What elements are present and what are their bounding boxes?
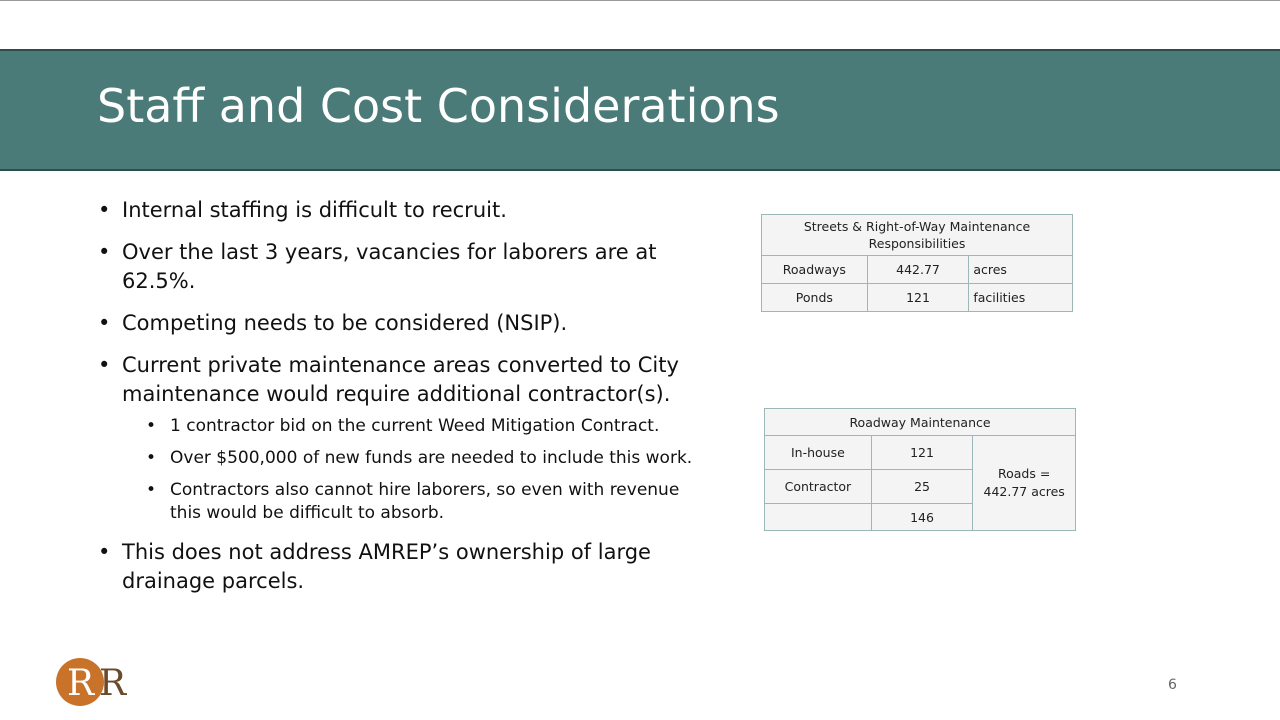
row-label: Roadways: [762, 256, 868, 284]
bullet-item: • This does not address AMREP’s ownership of large drainage parcels.: [98, 538, 708, 596]
table-row: [762, 256, 1073, 284]
row-label: In-house: [765, 436, 872, 470]
roads-total-note: Roads = 442.77 acres: [973, 436, 1076, 531]
row-label: Ponds: [762, 284, 868, 312]
svg-text:R: R: [99, 663, 127, 704]
sub-bullet-item: • Contractors also cannot hire laborers, so even with revenue this would be difficult to absorb.: [146, 479, 700, 525]
table-row: [765, 436, 1076, 470]
title-banner: [0, 49, 1280, 171]
bullet-item: • Over the last 3 years, vacancies for laborers are at 62.5%.: [98, 238, 708, 296]
row-value: 121: [871, 436, 973, 470]
row-unit: facilities: [969, 284, 1073, 312]
rr-logo: [55, 657, 147, 707]
row-value: 121: [867, 284, 969, 312]
row-label: [765, 504, 872, 531]
sub-bullet-item: • Over $500,000 of new funds are needed to include this work.: [146, 447, 700, 470]
bullet-item: • Internal staffing is difficult to recruit.: [98, 196, 708, 225]
svg-text:R: R: [67, 663, 95, 704]
row-value: 25: [871, 470, 973, 504]
row-label: Contractor: [765, 470, 872, 504]
table-header: Roadway Maintenance: [765, 409, 1076, 436]
sub-bullet-item: • 1 contractor bid on the current Weed Mitigation Contract.: [146, 415, 700, 438]
row-unit: acres: [969, 256, 1073, 284]
roadway-maintenance-table: [764, 408, 1076, 531]
top-divider: [0, 0, 1280, 1]
page-number: 6: [1168, 677, 1177, 693]
row-value: 442.77: [867, 256, 969, 284]
row-value: 146: [871, 504, 973, 531]
bullet-item: [98, 351, 708, 525]
rr-logo-icon: [55, 657, 147, 707]
bullet-item: • Competing needs to be considered (NSIP).: [98, 309, 708, 338]
bullet-list: [98, 196, 708, 609]
table-row: [762, 284, 1073, 312]
responsibilities-table: [761, 214, 1073, 312]
table-header: Streets & Right-of-Way Maintenance Responsibilities: [762, 215, 1073, 256]
slide-title: Staff and Cost Considerations: [97, 79, 780, 133]
sub-bullet-list: [122, 415, 708, 525]
bullet-text: Current private maintenance areas converted to City maintenance would require additional contractor(s).: [122, 353, 679, 406]
